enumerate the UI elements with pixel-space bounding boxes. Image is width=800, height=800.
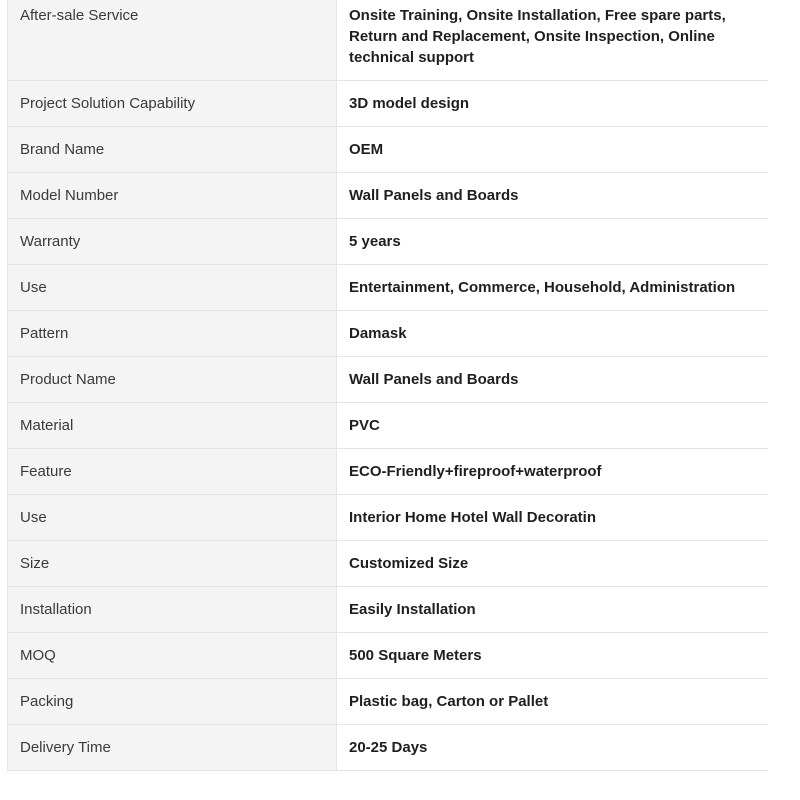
spec-label: Brand Name [8,127,337,173]
spec-value: Wall Panels and Boards [337,173,769,219]
table-row [8,127,769,173]
spec-value: Wall Panels and Boards [337,357,769,403]
spec-label: Packing [8,679,337,725]
spec-table [7,0,769,771]
table-row [8,495,769,541]
spec-label: After-sale Service [8,0,337,81]
spec-label: Project Solution Capability [8,81,337,127]
table-row [8,265,769,311]
table-row [8,541,769,587]
spec-value: 20-25 Days [337,725,769,771]
spec-value: 500 Square Meters [337,633,769,679]
spec-label: Model Number [8,173,337,219]
table-row [8,587,769,633]
table-row [8,449,769,495]
spec-label: Use [8,265,337,311]
spec-label: Use [8,495,337,541]
page-margin [768,0,800,800]
product-specifications [7,0,768,771]
spec-label: MOQ [8,633,337,679]
spec-value: Onsite Training, Onsite Installation, Free spare parts, Return and Replacement, Onsite Inspection, Online technical support [337,0,769,81]
spec-label: Delivery Time [8,725,337,771]
spec-value: Interior Home Hotel Wall Decoratin [337,495,769,541]
spec-label: Warranty [8,219,337,265]
spec-value: Plastic bag, Carton or Pallet [337,679,769,725]
table-row [8,679,769,725]
table-row [8,633,769,679]
spec-value: 3D model design [337,81,769,127]
table-row [8,403,769,449]
spec-value: Customized Size [337,541,769,587]
spec-value: Damask [337,311,769,357]
spec-label: Material [8,403,337,449]
spec-label: Installation [8,587,337,633]
spec-label: Size [8,541,337,587]
table-row [8,0,769,81]
spec-value: PVC [337,403,769,449]
spec-value: OEM [337,127,769,173]
table-row [8,311,769,357]
table-row [8,81,769,127]
spec-value: Easily Installation [337,587,769,633]
spec-value: Entertainment, Commerce, Household, Administration [337,265,769,311]
table-row [8,357,769,403]
spec-value: 5 years [337,219,769,265]
spec-value: ECO-Friendly+fireproof+waterproof [337,449,769,495]
table-row [8,173,769,219]
spec-label: Pattern [8,311,337,357]
spec-label: Feature [8,449,337,495]
spec-label: Product Name [8,357,337,403]
table-row [8,725,769,771]
table-row [8,219,769,265]
